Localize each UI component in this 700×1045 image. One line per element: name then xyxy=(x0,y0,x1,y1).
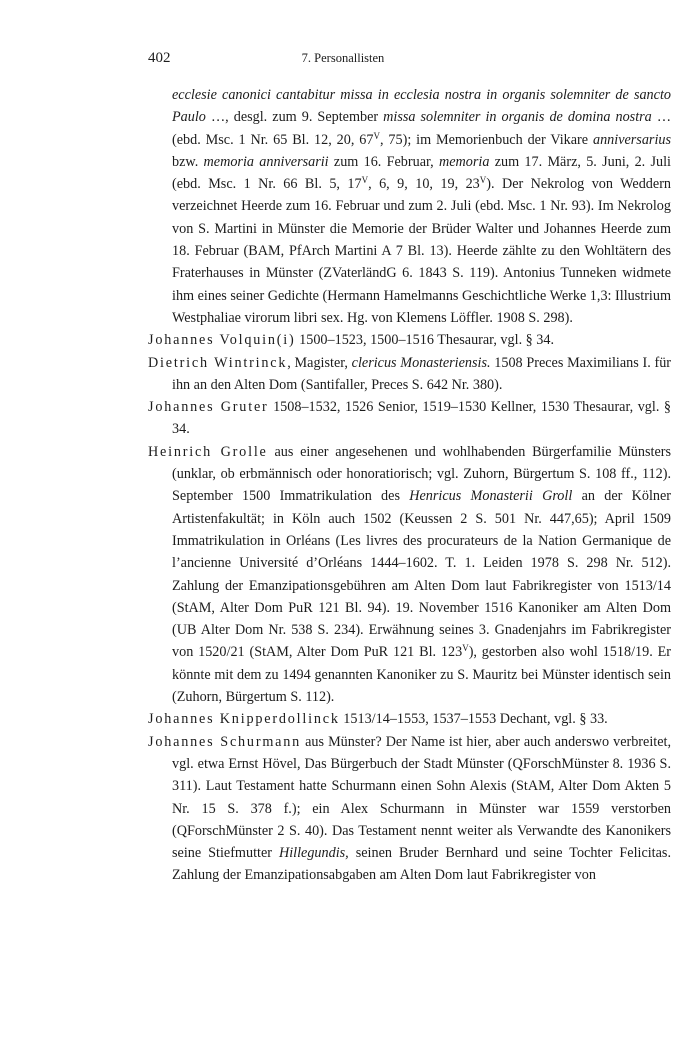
page-header xyxy=(148,50,538,74)
entry-text: an der Kölner Artistenfakultät; in Köln auch 1502 (Keussen 2 S. 501 Nr. 447,65); April 1509 Immatrikulation in Orléans (Les livres des procurateurs de la Nation Germanique de l’ancienne Université d’Orléans 1444–1602. T. 1. Leiden 1978 S. 298 Nr. 512). Zahlung der Emanzipationsgebühren am Alten Dom laut Fabrikregister von 1513/14 (StAM, Alter Dom PuR 121 Bl. 94). 19. November 1516 Kanoniker am Alten Dom (UB Alter Dom Nr. 538 S. 234). Erwähnung seines 3. Gnadenjahrs im Fabrikregister von 1520/21 (StAM, Alter Dom PuR 121 Bl. 123 xyxy=(172,488,672,661)
entry-name: Johannes Volquin(i) xyxy=(148,332,296,349)
entry-volquin xyxy=(148,329,671,351)
latin-term: Henricus Monasterii Groll xyxy=(409,488,573,505)
latin-quote: ecclesie canonici cantabitur missa in ecclesia nostra in organis solemniter de sancto Paulo xyxy=(172,87,671,126)
entry-name: Dietrich Wintrinck xyxy=(148,354,288,371)
entry-text: aus einer angesehenen und wohlhabenden Bürgerfamilie Münsters (unklar, ob erbmännisch oder honoratiorisch; vgl. Zuhorn, Bürgertum S. 108 ff., 112). September 1500 Immatrikulation des xyxy=(172,443,671,505)
entry-schurmann xyxy=(148,731,671,887)
entry-knipperdollinck xyxy=(148,708,671,730)
text-span: , 75); im Memorienbuch der Vikare xyxy=(379,131,593,148)
entry-wintrinck xyxy=(148,352,671,397)
latin-quote: missa solemniter in organis de domina nostra xyxy=(383,109,652,126)
entry-text: seinen Bruder Bernhard und seine Tochter Felicitas. Zahlung der Emanzipationsabgaben am Alten Dom laut Fabrikregister von xyxy=(172,845,671,884)
superscript: V xyxy=(462,643,469,654)
text-span: … (ebd. Msc. 1 Nr. 65 Bl. 12, 20, 67 xyxy=(172,109,672,148)
text-span: zum 16. Februar, xyxy=(328,153,439,170)
superscript: V xyxy=(373,130,380,141)
entry-text: 1500–1523, 1500–1516 Thesaurar, vgl. § 34. xyxy=(295,332,555,349)
entry-text: 1508 Preces Maximilians I. für ihn an den Alten Dom (Santifaller, Preces S. 642 Nr. 380). xyxy=(172,354,672,393)
entry-grolle xyxy=(148,441,671,709)
latin-term: memoria anniversarii xyxy=(203,153,329,170)
continued-entry-heerde xyxy=(148,84,671,329)
body-text xyxy=(148,84,671,887)
text-span: , 6, 9, 10, 19, 23 xyxy=(368,176,480,193)
superscript: V xyxy=(479,175,487,186)
running-title: 7. Personallisten xyxy=(301,51,385,65)
entry-gruter xyxy=(148,396,671,441)
entry-text: ), gestorben also wohl 1518/19. Er könnte mit dem zu 1494 genannten Kanoniker zu S. Mauritz bei Münster identisch sein (Zuhorn, Bürgertum S. 112). xyxy=(172,644,671,706)
entry-name: Johannes Gruter xyxy=(148,399,269,416)
entry-text: 1513/14–1553, 1537–1553 Dechant, vgl. § 33. xyxy=(339,711,608,728)
superscript: V xyxy=(361,175,369,186)
latin-term: Hillegundis, xyxy=(278,845,349,862)
latin-term: anniversarius xyxy=(592,131,671,148)
entry-name: Heinrich Grolle xyxy=(148,443,268,460)
entry-text: 1508–1532, 1526 Senior, 1519–1530 Kellner, 1530 Thesaurar, vgl. § 34. xyxy=(172,399,671,438)
entry-text: aus Münster? Der Name ist hier, aber auch anderswo verbreitet, vgl. etwa Ernst Hövel, Das Bürgerbuch der Stadt Münster (QForschMünster 8. 1936 S. 311). Laut Testament hatte Schurmann einen Sohn Alexis (StAM, Alter Dom Akten 5 Nr. 15 S. 378 f.); ein Alex Schurmann in Münster war 1559 verstorben (QForschMünster 2 S. 40). Das Testament nennt weiter als Verwandte des Kanonikers seine Stiefmutter xyxy=(172,733,672,862)
entry-name: Johannes Schurmann xyxy=(148,733,302,750)
page-number: 402 xyxy=(148,50,171,66)
latin-term: memoria xyxy=(439,153,490,170)
entry-name: Johannes Knipperdollinck xyxy=(148,711,340,728)
latin-term: clericus Monasteriensis. xyxy=(351,354,491,371)
entry-text: , Magister, xyxy=(287,354,352,371)
text-span: ). Der Nekrolog von Weddern verzeichnet Heerde zum 16. Februar und zum 2. Juli (ebd. Msc. 1 Nr. 93). Im Nekrolog von S. Martini in Münster die Memorie der Brüder Walter und Johannes Heerde zum 18. Februar (BAM, PfArch Martini A 7 Bl. 13). Heerde zählte zu den Wohltätern des Fraterhauses in Münster (ZVaterländG 6. 1843 S. 119). Antonius Tunneken widmete ihm eines seiner Gedichte (Hermann Hamelmanns Geschichtliche Werke 1,3: Illustrium Westphaliae virorum libri sex. Hg. von Klemens Löffler. 1908 S. 298). xyxy=(172,176,672,326)
text-span: bzw. xyxy=(172,153,204,170)
text-span: …, desgl. zum 9. September xyxy=(205,109,384,126)
text-span: zum 17. März, 5. Juni, 2. Juli (ebd. Msc. 1 Nr. 66 Bl. 5, 17 xyxy=(172,153,671,193)
